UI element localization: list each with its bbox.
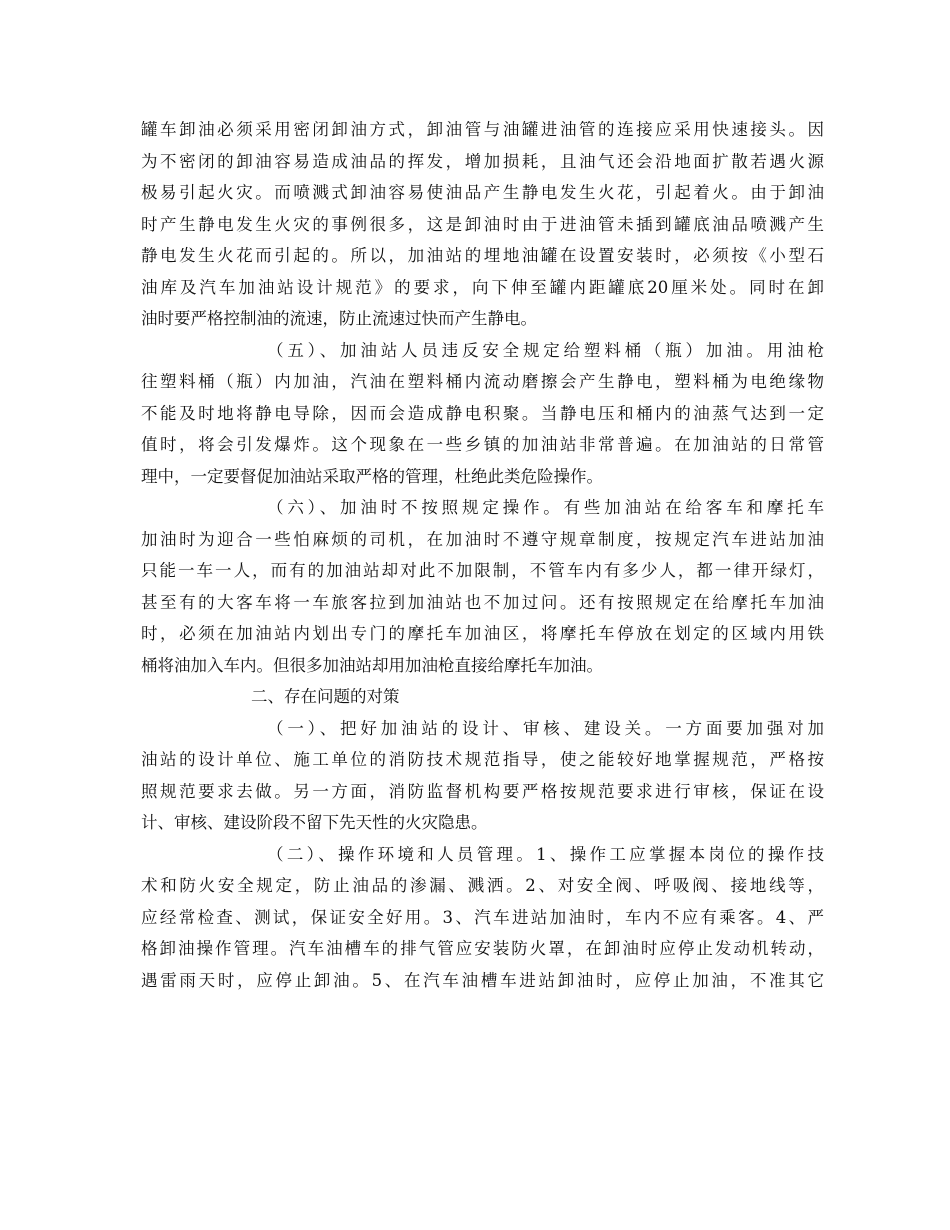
text-line: 不能及时地将静电导除，因而会造成静电积聚。当静电压和桶内的油蒸气达到一定 xyxy=(141,403,824,423)
text-line: 极易引起火灾。而喷溅式卸油容易使油品产生静电发生火花，引起着火。由于卸油 xyxy=(141,183,824,202)
text-line: 油库及汽车加油站设计规范》的要求，向下伸至罐内距罐底20厘米处。同时在卸 xyxy=(141,277,824,297)
text-line: 格卸油操作管理。汽车油槽车的排气管应安装防火罩，在卸油时应停止发动机转动， xyxy=(141,939,824,958)
text-line: 加油时为迎合一些怕麻烦的司机，在加油时不遵守规章制度，按规定汽车进站加油 xyxy=(141,529,824,549)
text-line: 甚至有的大客车将一车旅客拉到加油站也不加过问。还有按照规定在给摩托车加油 xyxy=(141,592,824,612)
text-line: 时产生静电发生火灾的事例很多，这是卸油时由于进油管未插到罐底油品喷溅产生 xyxy=(141,214,824,234)
text-line: 只能一车一人，而有的加油站却对此不加限制，不管车内有多少人，都一律开绿灯， xyxy=(141,561,824,580)
text-line: 油站的设计单位、施工单位的消防技术规范指导，使之能较好地掌握规范，严格按 xyxy=(141,750,824,769)
body-text xyxy=(141,114,824,996)
text-line: 罐车卸油必须采用密闭卸油方式，卸油管与油罐进油管的连接应采用快速接头。因 xyxy=(141,120,824,139)
text-line: 术和防火安全规定，防止油品的渗漏、溅洒。2、对安全阀、呼吸阀、接地线等， xyxy=(141,876,824,895)
text-line: 油时要严格控制油的流速，防止流速过快而产生静电。 xyxy=(141,309,537,328)
text-line: 值时，将会引发爆炸。这个现象在一些乡镇的加油站非常普遍。在加油站的日常管 xyxy=(141,435,824,454)
section-heading: 二、存在问题的对策 xyxy=(251,687,400,706)
text-line: （一）、把好加油站的设计、审核、建设关。一方面要加强对加 xyxy=(267,718,824,738)
text-line: 往塑料桶（瓶）内加油，汽油在塑料桶内流动磨擦会产生静电，塑料桶为电绝缘物 xyxy=(141,372,824,391)
text-line: 时，必须在加油站内划出专门的摩托车加油区，将摩托车停放在划定的区域内用铁 xyxy=(141,624,824,643)
text-line: （二）、操作环境和人员管理。1、操作工应掌握本岗位的操作技 xyxy=(267,844,824,864)
text-line: 应经常检查、测试，保证安全好用。3、汽车进站加油时，车内不应有乘客。4、严 xyxy=(141,907,824,927)
text-line: 静电发生火花而引起的。所以，加油站的埋地油罐在设置安装时，必须按《小型石 xyxy=(141,246,824,265)
text-line: 理中，一定要督促加油站采取严格的管理，杜绝此类危险操作。 xyxy=(141,466,603,486)
text-line: 计、审核、建设阶段不留下先天性的火灾隐患。 xyxy=(141,813,488,832)
text-line: 遇雷雨天时，应停止卸油。5、在汽车油槽车进站卸油时，应停止加油，不准其它 xyxy=(141,970,824,990)
text-line: （六）、加油时不按照规定操作。有些加油站在给客车和摩托车 xyxy=(267,498,824,517)
text-line: 为不密闭的卸油容易造成油品的挥发，增加损耗，且油气还会沿地面扩散若遇火源 xyxy=(141,151,824,171)
text-line: 照规范要求去做。另一方面，消防监督机构要严格按规范要求进行审核，保证在设 xyxy=(141,781,824,801)
text-line: 桶将油加入车内。但很多加油站却用加油枪直接给摩托车加油。 xyxy=(141,655,603,675)
text-line: （五）、加油站人员违反安全规定给塑料桶（瓶）加油。用油枪 xyxy=(267,340,824,360)
